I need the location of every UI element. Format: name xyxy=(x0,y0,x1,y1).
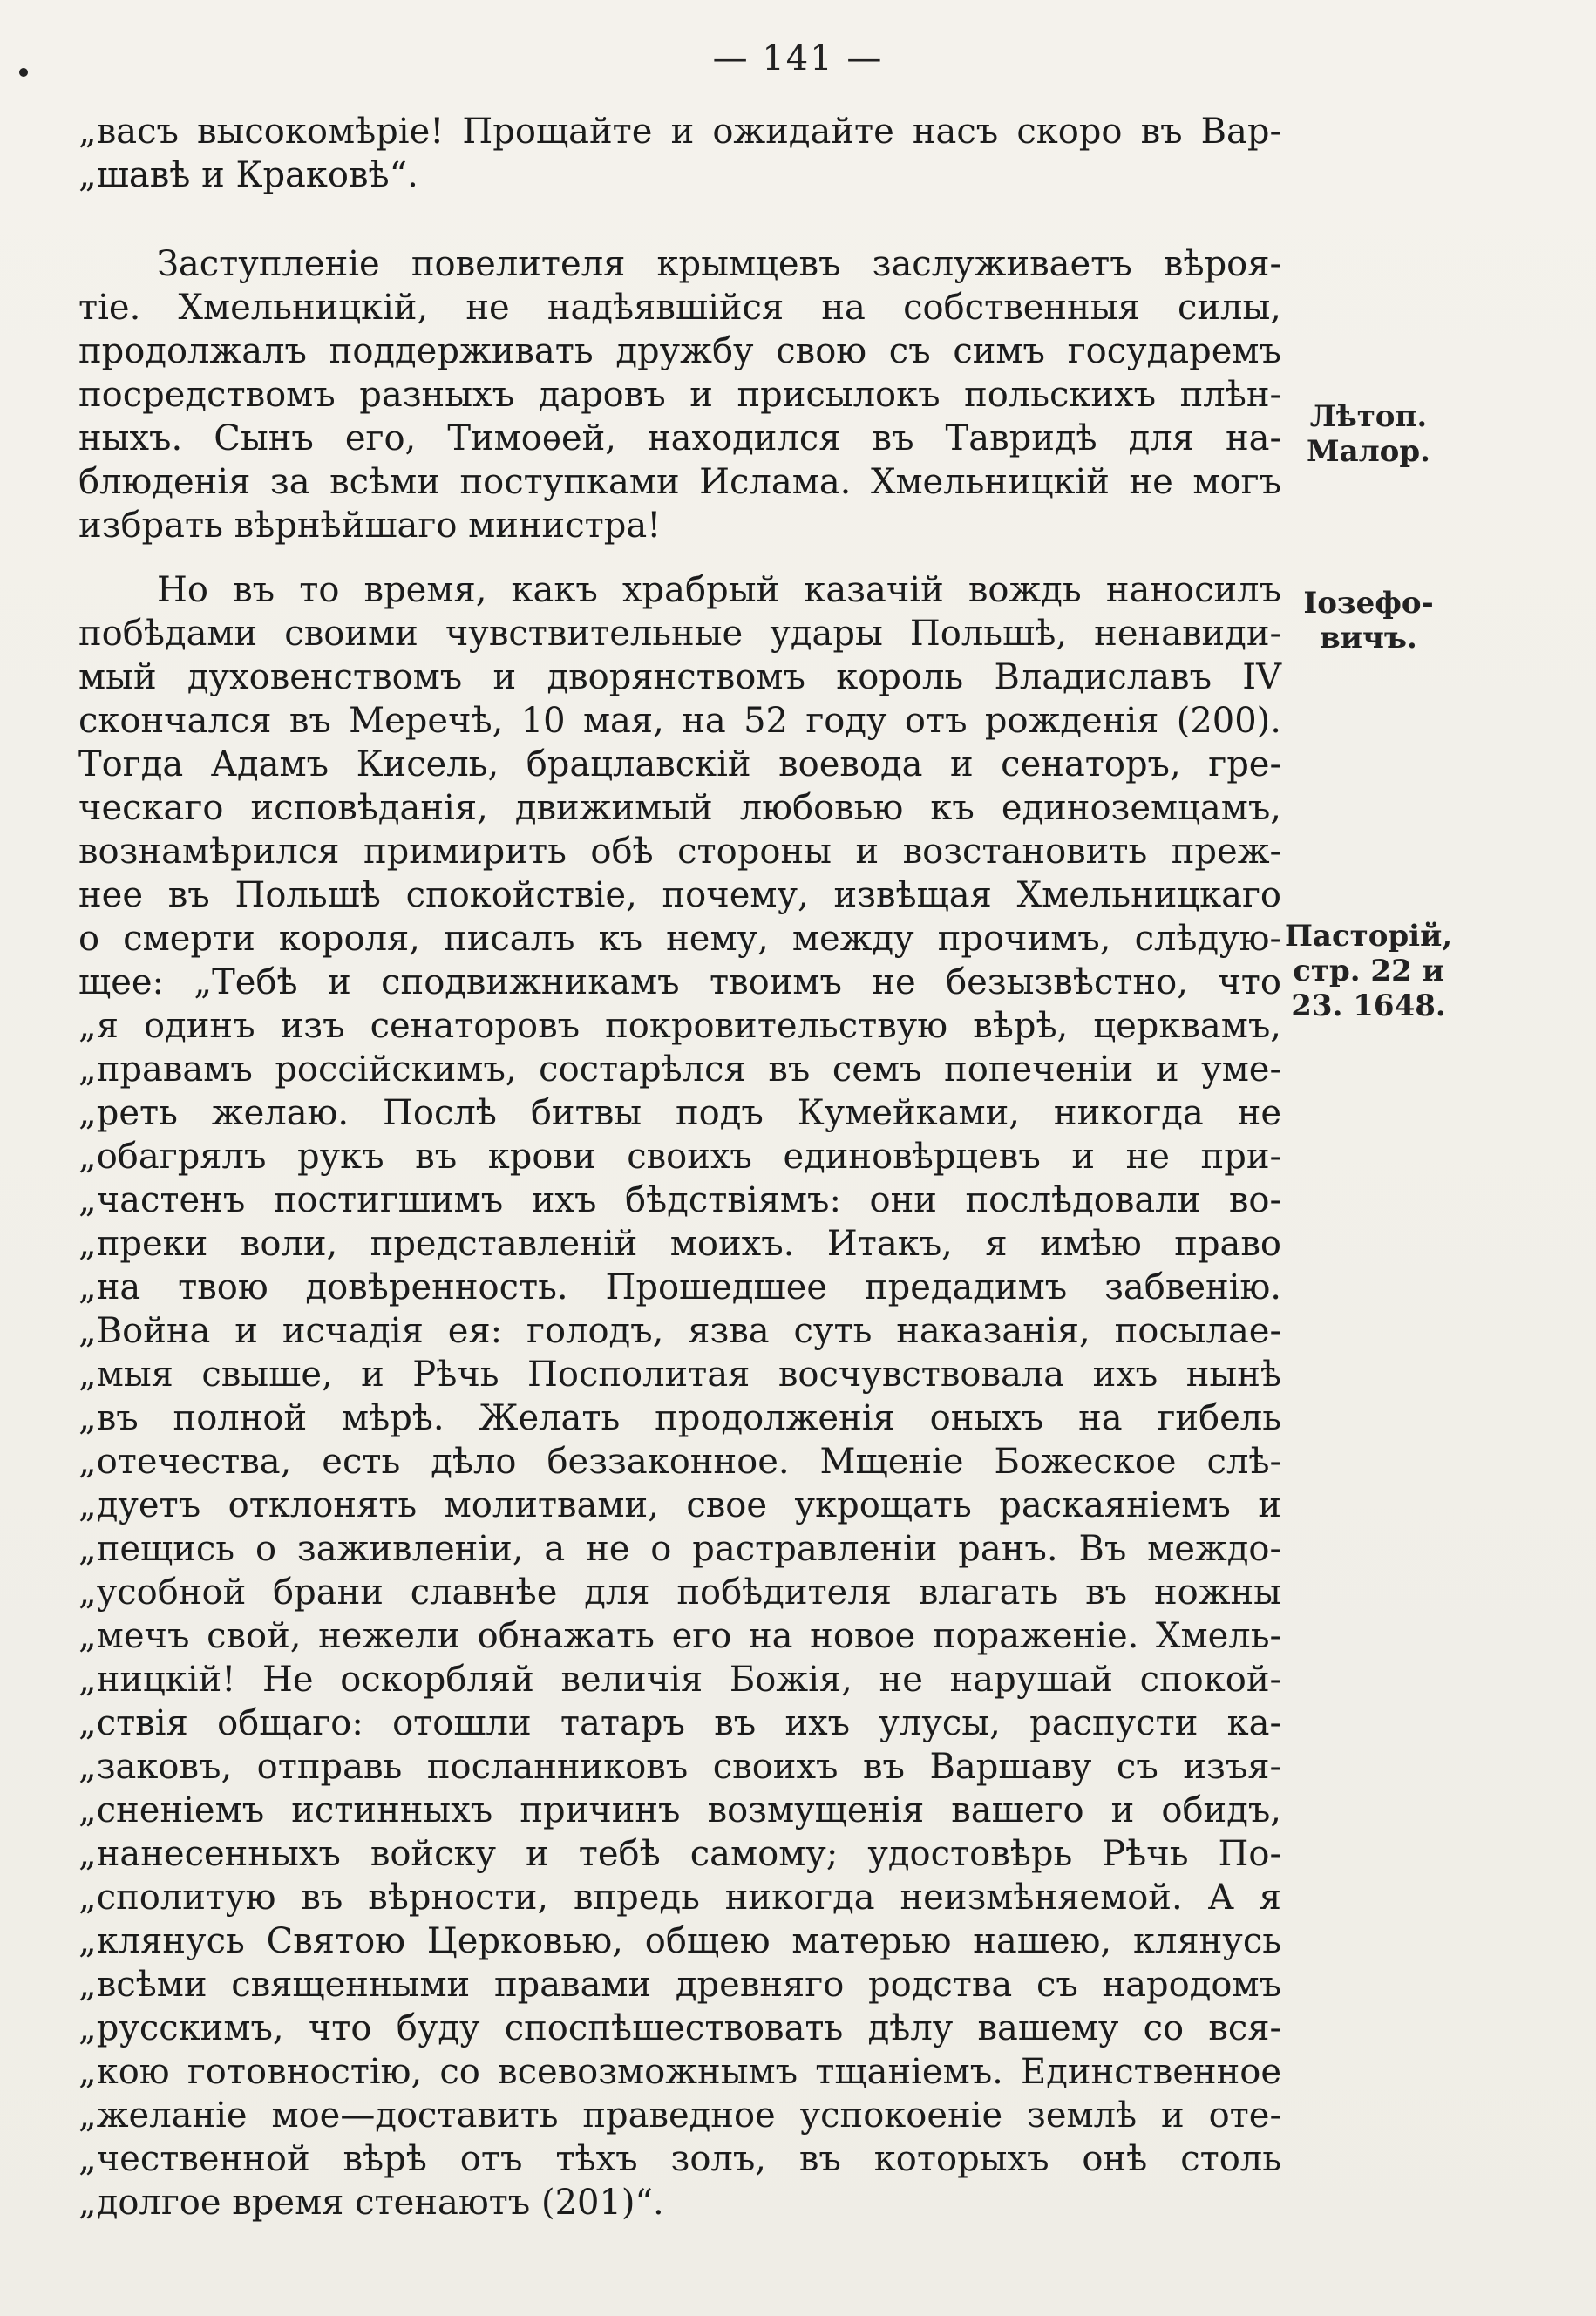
text-line: ческаго исповѣданія, движимый любовью къ единоземцамъ, xyxy=(78,788,1281,828)
text-line: „Война и исчадія ея: голодъ, язва суть наказанія, посылае- xyxy=(78,1311,1281,1351)
page-number: — 141 — xyxy=(712,38,884,78)
text-line: „мечъ свой, нежели обнажать его на новое пораженіе. Хмель- xyxy=(78,1616,1281,1656)
text-line: „я одинъ изъ сенаторовъ покровительствую вѣрѣ, церквамъ, xyxy=(78,1006,1281,1046)
text-line: „желаніе мое—доставить праведное успокоеніе землѣ и оте- xyxy=(78,2095,1281,2136)
text-line: „на твою довѣренность. Прошедшее предадимъ забвенію. xyxy=(78,1267,1281,1307)
text-line: „клянусь Святою Церковью, общею матерью нашею, клянусь xyxy=(78,1921,1281,1961)
text-line: „мыя свыше, и Рѣчь Посполитая восчувствовала ихъ нынѣ xyxy=(78,1355,1281,1395)
text-line: „нанесенныхъ войску и тебѣ самому; удостовѣрь Рѣчь По- xyxy=(78,1834,1281,1874)
text-line: „пещись о заживленіи, а не о растравленіи ранъ. Въ междо- xyxy=(78,1529,1281,1569)
text-line: тіе. Хмельницкій, не надѣявшійся на собственныя силы, xyxy=(78,288,1281,328)
text-line: „дуетъ отклонять молитвами, свое укрощать раскаяніемъ и xyxy=(78,1485,1281,1525)
text-line: мый духовенствомъ и дворянствомъ король Владиславъ IV xyxy=(78,657,1281,697)
paragraph xyxy=(78,110,1281,197)
text-line: нее въ Польшѣ спокойствіе, почему, извѣщая Хмельницкаго xyxy=(78,875,1281,915)
text-line: „ствія общаго: отошли татаръ въ ихъ улусы, распусти ка- xyxy=(78,1703,1281,1743)
text-line: „чественной вѣрѣ отъ тѣхъ золъ, въ которыхъ онѣ столь xyxy=(78,2139,1281,2179)
text-line: „правамъ россійскимъ, состарѣлся въ семъ попеченіи и уме- xyxy=(78,1049,1281,1090)
text-line: ныхъ. Сынъ его, Тимоѳей, находился въ Тавридѣ для на- xyxy=(78,418,1281,458)
text-line: „частенъ постигшимъ ихъ бѣдствіямъ: они послѣдовали во- xyxy=(78,1180,1281,1220)
margin-note-letop: Лѣтоп. Малор. xyxy=(1307,399,1430,469)
text-line: щее: „Тебѣ и сподвижникамъ твоимъ не безызвѣстно, что xyxy=(78,962,1281,1002)
text-line: „ницкій! Не оскорбляй величія Божія, не нарушай спокой- xyxy=(78,1660,1281,1700)
text-line: избрать вѣрнѣйшаго министра! xyxy=(78,506,662,546)
text-line: „обагрялъ рукъ въ крови своихъ единовѣрцевъ и не при- xyxy=(78,1137,1281,1177)
text-line: скончался въ Меречѣ, 10 мая, на 52 году отъ рожденія (200). xyxy=(78,701,1281,741)
text-line: Тогда Адамъ Кисель, брацлавскій воевода и сенаторъ, гре- xyxy=(78,744,1281,784)
text-line: „сполитую въ вѣрности, впредь никогда неизмѣняемой. А я xyxy=(78,1878,1281,1918)
text-line: „всѣми священными правами древняго родства съ народомъ xyxy=(78,1965,1281,2005)
text-line: Но въ то время, какъ храбрый казачій вождь наносилъ xyxy=(157,570,1281,610)
margin-note-iozefovich: Іозефо- вичъ. xyxy=(1303,586,1434,655)
paragraph xyxy=(78,568,1281,2224)
paragraph xyxy=(78,242,1281,547)
text-line: блюденія за всѣми поступками Ислама. Хмельницкій не могъ xyxy=(78,462,1281,502)
text-line: „сненіемъ истинныхъ причинъ возмущенія вашего и обидъ, xyxy=(78,1790,1281,1830)
text-line: о смерти короля, писалъ къ нему, между прочимъ, слѣдую- xyxy=(78,919,1281,959)
text-line: вознамѣрился примирить обѣ стороны и возстановить преж- xyxy=(78,832,1281,872)
text-line: „долгое время стенаютъ (201)“. xyxy=(78,2183,664,2223)
text-line: „отечества, есть дѣло беззаконное. Мщеніе Божеское слѣ- xyxy=(78,1442,1281,1482)
text-line: „шавѣ и Краковѣ“. xyxy=(78,155,418,195)
text-line: „реть желаю. Послѣ битвы подъ Кумейками, никогда не xyxy=(78,1093,1281,1133)
text-line: Заступленіе повелителя крымцевъ заслуживаетъ вѣроя- xyxy=(157,244,1281,284)
text-line: „васъ высокомѣріе! Прощайте и ожидайте насъ скоро въ Вар- xyxy=(78,112,1281,152)
text-line: продолжалъ поддерживать дружбу свою съ симъ государемъ xyxy=(78,331,1281,371)
text-line: посредствомъ разныхъ даровъ и присылокъ польскихъ плѣн- xyxy=(78,375,1281,415)
text-line: „кою готовностію, со всевозможнымъ тщаніемъ. Единственное xyxy=(78,2052,1281,2092)
text-line: „усобной брани славнѣе для побѣдителя влагать въ ножны xyxy=(78,1572,1281,1613)
margin-note-pastoriy: Пасторій, стр. 22 и 23. 1648. xyxy=(1284,919,1453,1023)
text-line: побѣдами своими чувствительные удары Польшѣ, ненавиди- xyxy=(78,614,1281,654)
text-line: „заковъ, отправь посланниковъ своихъ въ Варшаву съ изъя- xyxy=(78,1747,1281,1787)
text-line: „въ полной мѣрѣ. Желать продолженія оныхъ на гибель xyxy=(78,1398,1281,1438)
text-line: „преки воли, представленій моихъ. Итакъ, я имѣю право xyxy=(78,1224,1281,1264)
main-text xyxy=(78,110,1281,2224)
text-line: „русскимъ, что буду споспѣшествовать дѣлу вашему со вся- xyxy=(78,2008,1281,2048)
